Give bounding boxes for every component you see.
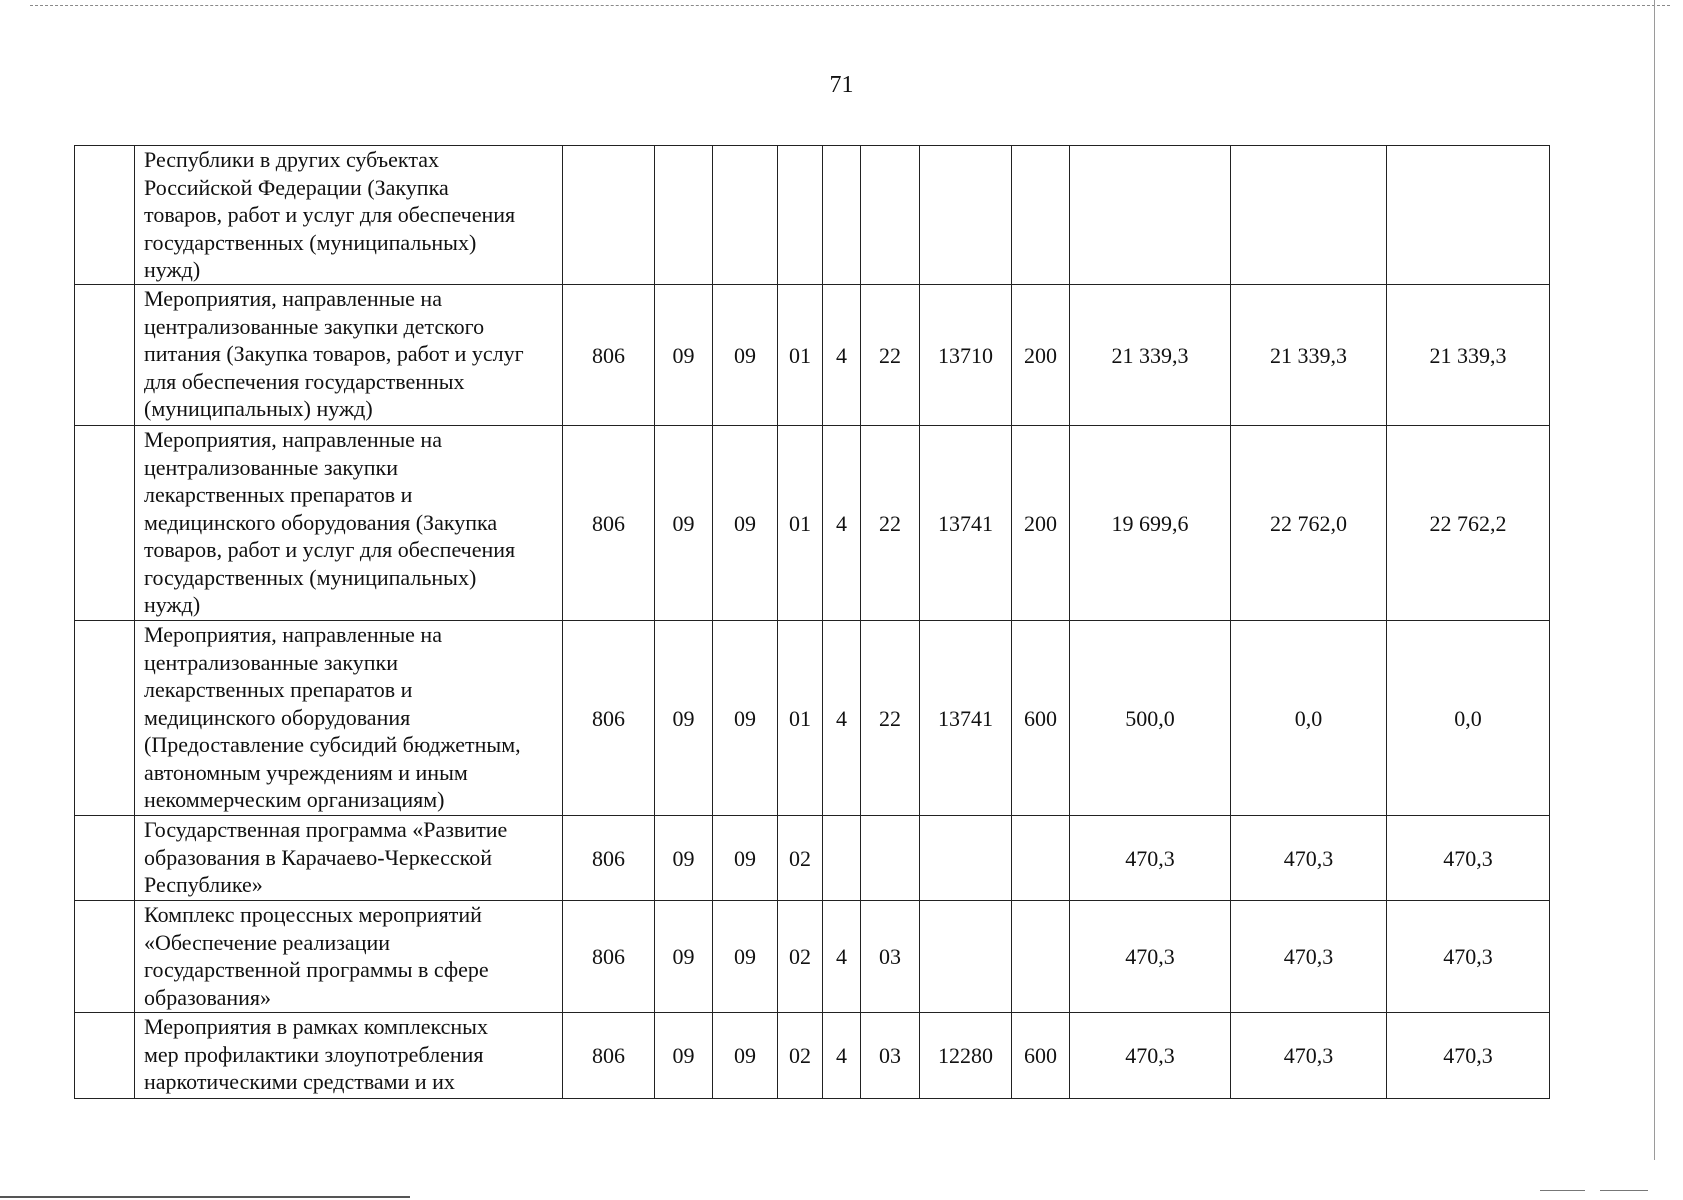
budget-table xyxy=(74,145,1550,1099)
expense-type-code-cell: 600 xyxy=(1012,1013,1070,1099)
description-cell xyxy=(135,621,563,816)
subsection-code-cell: 09 xyxy=(713,621,778,816)
ministry-code-cell: 806 xyxy=(563,621,655,816)
expense-type-code-cell: 600 xyxy=(1012,621,1070,816)
scan-mark-bottom-right-1 xyxy=(1540,1190,1585,1191)
expense-type-code-cell: 200 xyxy=(1012,426,1070,621)
description-line: Государственная программа «Развитие xyxy=(144,817,508,842)
scan-mark-bottom-right-2 xyxy=(1600,1190,1648,1191)
scan-edge-top xyxy=(30,5,1670,6)
subprogram-code-cell: 22 xyxy=(861,285,920,426)
amount-year-3-cell: 21 339,3 xyxy=(1387,285,1550,426)
description-line: образования в Карачаево-Черкесской xyxy=(144,844,493,870)
amount-year-3-cell: 470,3 xyxy=(1387,816,1550,901)
table-row xyxy=(75,426,1550,621)
subprogram-code-cell: 22 xyxy=(861,426,920,621)
scan-edge-right xyxy=(1654,0,1655,1160)
description-line: Республики в других субъектах xyxy=(144,147,439,172)
description-line: медицинского оборудования (Закупка xyxy=(144,509,498,535)
ministry-code-cell: 806 xyxy=(563,901,655,1013)
ministry-code-cell xyxy=(563,146,655,285)
amount-year-2-cell: 21 339,3 xyxy=(1231,285,1387,426)
description-line: Мероприятия в рамках комплексных xyxy=(144,1014,488,1039)
description-line: медицинского оборудования xyxy=(144,704,411,730)
description-line: автономным учреждениям и иным xyxy=(144,759,468,785)
direction-code-cell: 13741 xyxy=(920,621,1012,816)
direction-code-cell xyxy=(920,816,1012,901)
row-number-cell xyxy=(75,816,135,901)
table-row xyxy=(75,621,1550,816)
description-line: наркотическими средствами и их xyxy=(144,1069,455,1094)
direction-code-cell: 13741 xyxy=(920,426,1012,621)
expense-type-code-cell xyxy=(1012,901,1070,1013)
section-code-cell: 09 xyxy=(655,1013,713,1099)
subsection-code-cell: 09 xyxy=(713,285,778,426)
program-code-cell: 01 xyxy=(778,426,823,621)
description-line: некоммерческим организациям) xyxy=(144,787,445,812)
description-line: товаров, работ и услуг для обеспечения xyxy=(144,537,516,562)
row-number-cell xyxy=(75,426,135,621)
description-line: нужд) xyxy=(144,592,201,617)
section-code-cell: 09 xyxy=(655,621,713,816)
program-code-cell: 01 xyxy=(778,285,823,426)
type-code-cell: 4 xyxy=(823,285,861,426)
table-row xyxy=(75,1013,1550,1099)
subsection-code-cell xyxy=(713,146,778,285)
type-code-cell: 4 xyxy=(823,426,861,621)
amount-year-1-cell xyxy=(1070,146,1231,285)
description-line: Российской Федерации (Закупка xyxy=(144,174,449,200)
description-line: централизованные закупки xyxy=(144,454,398,480)
description-line: мер профилактики злоупотребления xyxy=(144,1041,484,1067)
amount-year-2-cell: 470,3 xyxy=(1231,816,1387,901)
subprogram-code-cell: 03 xyxy=(861,901,920,1013)
type-code-cell xyxy=(823,816,861,901)
subprogram-code-cell xyxy=(861,146,920,285)
program-code-cell: 02 xyxy=(778,1013,823,1099)
table-row xyxy=(75,901,1550,1013)
amount-year-2-cell: 0,0 xyxy=(1231,621,1387,816)
amount-year-1-cell: 470,3 xyxy=(1070,816,1231,901)
subsection-code-cell: 09 xyxy=(713,426,778,621)
description-line: (муниципальных) нужд) xyxy=(144,396,373,421)
amount-year-1-cell: 470,3 xyxy=(1070,901,1231,1013)
description-cell xyxy=(135,1013,563,1099)
ministry-code-cell: 806 xyxy=(563,1013,655,1099)
page-number: 71 xyxy=(829,72,854,98)
description-line: лекарственных препаратов и xyxy=(144,677,413,702)
program-code-cell xyxy=(778,146,823,285)
description-line: нужд) xyxy=(144,257,201,282)
row-number-cell xyxy=(75,285,135,426)
description-line: централизованные закупки детского xyxy=(144,313,485,339)
program-code-cell: 01 xyxy=(778,621,823,816)
description-line: Мероприятия, направленные на xyxy=(144,622,442,647)
type-code-cell: 4 xyxy=(823,1013,861,1099)
description-cell xyxy=(135,146,563,285)
description-line: питания (Закупка товаров, работ и услуг xyxy=(144,341,524,366)
description-line: лекарственных препаратов и xyxy=(144,482,413,507)
program-code-cell: 02 xyxy=(778,816,823,901)
description-line: государственных (муниципальных) xyxy=(144,229,477,255)
expense-type-code-cell xyxy=(1012,816,1070,901)
section-code-cell: 09 xyxy=(655,816,713,901)
subprogram-code-cell: 03 xyxy=(861,1013,920,1099)
ministry-code-cell: 806 xyxy=(563,285,655,426)
direction-code-cell xyxy=(920,146,1012,285)
subprogram-code-cell: 22 xyxy=(861,621,920,816)
table-row xyxy=(75,816,1550,901)
description-cell xyxy=(135,426,563,621)
description-line: государственной программы в сфере xyxy=(144,957,489,982)
section-code-cell: 09 xyxy=(655,901,713,1013)
amount-year-1-cell: 19 699,6 xyxy=(1070,426,1231,621)
description-line: для обеспечения государственных xyxy=(144,368,465,394)
description-line: государственных (муниципальных) xyxy=(144,564,477,590)
description-cell xyxy=(135,901,563,1013)
expense-type-code-cell xyxy=(1012,146,1070,285)
amount-year-3-cell xyxy=(1387,146,1550,285)
description-line: Мероприятия, направленные на xyxy=(144,286,442,311)
amount-year-1-cell: 21 339,3 xyxy=(1070,285,1231,426)
amount-year-1-cell: 500,0 xyxy=(1070,621,1231,816)
section-code-cell: 09 xyxy=(655,426,713,621)
table-row xyxy=(75,285,1550,426)
row-number-cell xyxy=(75,146,135,285)
type-code-cell xyxy=(823,146,861,285)
description-line: образования» xyxy=(144,984,272,1010)
ministry-code-cell: 806 xyxy=(563,816,655,901)
description-line: Мероприятия, направленные на xyxy=(144,427,442,452)
description-line: (Предоставление субсидий бюджетным, xyxy=(144,732,521,757)
amount-year-3-cell: 22 762,2 xyxy=(1387,426,1550,621)
amount-year-2-cell: 470,3 xyxy=(1231,901,1387,1013)
amount-year-2-cell xyxy=(1231,146,1387,285)
direction-code-cell xyxy=(920,901,1012,1013)
amount-year-2-cell: 22 762,0 xyxy=(1231,426,1387,621)
subsection-code-cell: 09 xyxy=(713,1013,778,1099)
direction-code-cell: 13710 xyxy=(920,285,1012,426)
description-line: товаров, работ и услуг для обеспечения xyxy=(144,202,516,227)
subsection-code-cell: 09 xyxy=(713,816,778,901)
row-number-cell xyxy=(75,1013,135,1099)
description-line: Комплекс процессных мероприятий xyxy=(144,902,482,927)
amount-year-2-cell: 470,3 xyxy=(1231,1013,1387,1099)
type-code-cell: 4 xyxy=(823,621,861,816)
program-code-cell: 02 xyxy=(778,901,823,1013)
type-code-cell: 4 xyxy=(823,901,861,1013)
description-cell xyxy=(135,816,563,901)
description-line: «Обеспечение реализации xyxy=(144,929,391,955)
direction-code-cell: 12280 xyxy=(920,1013,1012,1099)
scan-edge-bottom xyxy=(0,1196,410,1198)
amount-year-1-cell: 470,3 xyxy=(1070,1013,1231,1099)
subsection-code-cell: 09 xyxy=(713,901,778,1013)
subprogram-code-cell xyxy=(861,816,920,901)
table-row xyxy=(75,146,1550,285)
section-code-cell: 09 xyxy=(655,285,713,426)
ministry-code-cell: 806 xyxy=(563,426,655,621)
amount-year-3-cell: 470,3 xyxy=(1387,901,1550,1013)
description-cell xyxy=(135,285,563,426)
description-line: централизованные закупки xyxy=(144,649,398,675)
section-code-cell xyxy=(655,146,713,285)
amount-year-3-cell: 470,3 xyxy=(1387,1013,1550,1099)
row-number-cell xyxy=(75,621,135,816)
expense-type-code-cell: 200 xyxy=(1012,285,1070,426)
description-line: Республике» xyxy=(144,872,263,897)
row-number-cell xyxy=(75,901,135,1013)
table-body xyxy=(75,146,1550,1099)
amount-year-3-cell: 0,0 xyxy=(1387,621,1550,816)
